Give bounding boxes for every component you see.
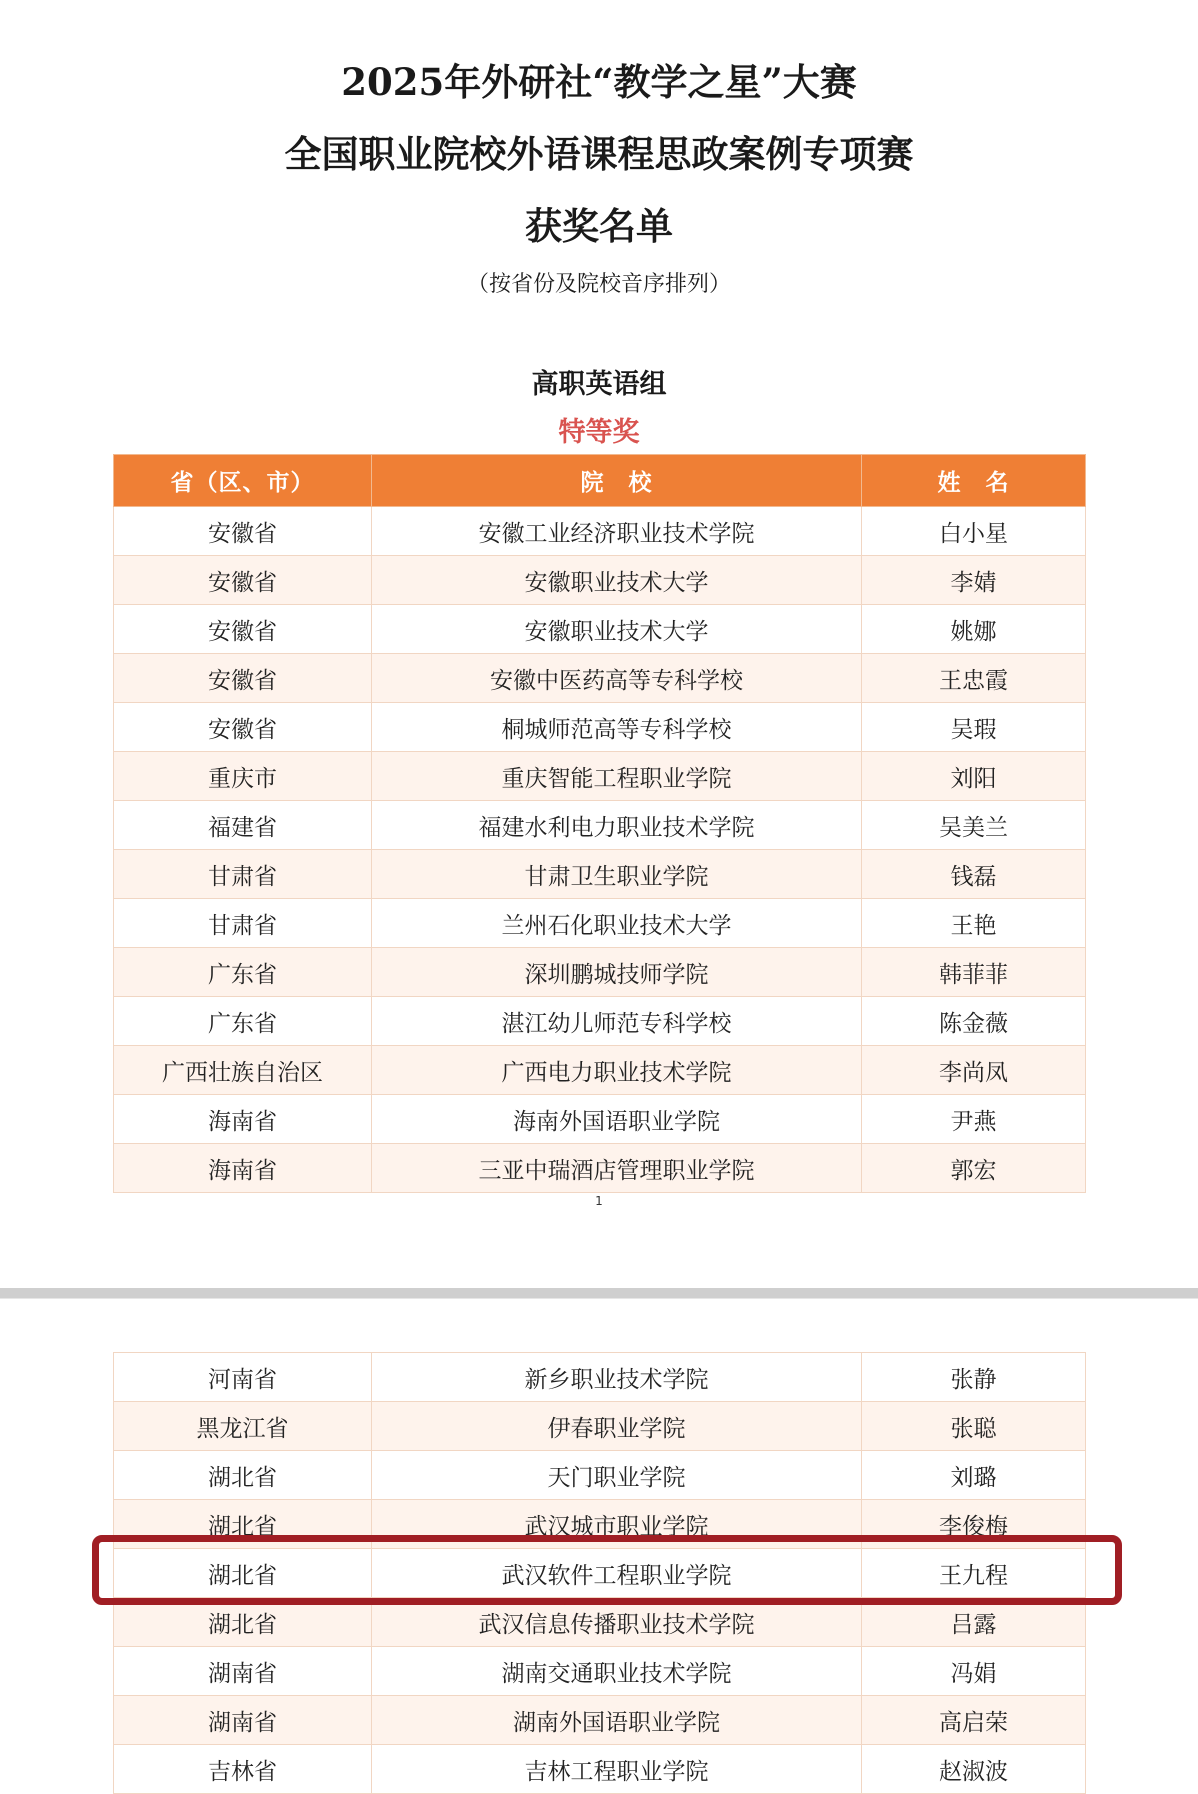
table-row bbox=[114, 654, 1086, 703]
cell-name: 李婧 bbox=[862, 556, 1086, 605]
award-table-page1 bbox=[113, 454, 1086, 1193]
table-body-page1 bbox=[114, 507, 1086, 1193]
cell-school: 安徽中医药高等专科学校 bbox=[372, 654, 862, 703]
cell-province: 广东省 bbox=[114, 948, 372, 997]
page-separator bbox=[0, 1288, 1198, 1298]
cell-school: 安徽职业技术大学 bbox=[372, 605, 862, 654]
cell-province: 湖北省 bbox=[114, 1598, 372, 1647]
cell-school: 湖南外国语职业学院 bbox=[372, 1696, 862, 1745]
cell-province: 甘肃省 bbox=[114, 899, 372, 948]
table-row bbox=[114, 1144, 1086, 1193]
cell-name: 张静 bbox=[862, 1353, 1086, 1402]
cell-school: 武汉软件工程职业学院 bbox=[372, 1549, 862, 1598]
table-row bbox=[114, 1046, 1086, 1095]
header-name: 姓 名 bbox=[862, 455, 1086, 507]
header-province: 省（区、市） bbox=[114, 455, 372, 507]
cell-name: 吕露 bbox=[862, 1598, 1086, 1647]
cell-name: 高启荣 bbox=[862, 1696, 1086, 1745]
cell-name: 姚娜 bbox=[862, 605, 1086, 654]
award-heading: 特等奖 bbox=[558, 417, 640, 448]
cell-school: 桐城师范高等专科学校 bbox=[372, 703, 862, 752]
table-row bbox=[114, 1353, 1086, 1402]
table-row bbox=[114, 1402, 1086, 1451]
cell-school: 深圳鹏城技师学院 bbox=[372, 948, 862, 997]
table-row bbox=[114, 507, 1086, 556]
table-row bbox=[114, 1095, 1086, 1144]
cell-school: 兰州石化职业技术大学 bbox=[372, 899, 862, 948]
table-row bbox=[114, 1549, 1086, 1598]
cell-province: 湖南省 bbox=[114, 1647, 372, 1696]
table-row bbox=[114, 899, 1086, 948]
cell-name: 刘阳 bbox=[862, 752, 1086, 801]
cell-name: 白小星 bbox=[862, 507, 1086, 556]
table-row bbox=[114, 752, 1086, 801]
cell-province: 湖北省 bbox=[114, 1500, 372, 1549]
title-line-1: 2025年外研社“教学之星”大赛 bbox=[341, 60, 857, 104]
group-heading: 高职英语组 bbox=[531, 369, 667, 400]
cell-school: 湖南交通职业技术学院 bbox=[372, 1647, 862, 1696]
cell-school: 三亚中瑞酒店管理职业学院 bbox=[372, 1144, 862, 1193]
page-separator-line bbox=[0, 1298, 1198, 1299]
cell-school: 福建水利电力职业技术学院 bbox=[372, 801, 862, 850]
cell-name: 钱磊 bbox=[862, 850, 1086, 899]
table-row bbox=[114, 1745, 1086, 1794]
table-row bbox=[114, 850, 1086, 899]
cell-name: 李尚凤 bbox=[862, 1046, 1086, 1095]
table-body-page2 bbox=[114, 1353, 1086, 1794]
cell-province: 广东省 bbox=[114, 997, 372, 1046]
cell-name: 尹燕 bbox=[862, 1095, 1086, 1144]
table-row bbox=[114, 997, 1086, 1046]
cell-province: 湖北省 bbox=[114, 1451, 372, 1500]
cell-school: 安徽职业技术大学 bbox=[372, 556, 862, 605]
cell-name: 冯娟 bbox=[862, 1647, 1086, 1696]
table-row bbox=[114, 948, 1086, 997]
table-row bbox=[114, 801, 1086, 850]
cell-province: 安徽省 bbox=[114, 507, 372, 556]
cell-province: 安徽省 bbox=[114, 556, 372, 605]
cell-province: 湖北省 bbox=[114, 1549, 372, 1598]
subtitle: （按省份及院校音序排列） bbox=[466, 272, 731, 297]
table-row bbox=[114, 1696, 1086, 1745]
cell-name: 郭宏 bbox=[862, 1144, 1086, 1193]
table-row bbox=[114, 1500, 1086, 1549]
cell-name: 王忠霞 bbox=[862, 654, 1086, 703]
cell-school: 湛江幼儿师范专科学校 bbox=[372, 997, 862, 1046]
cell-name: 李俊梅 bbox=[862, 1500, 1086, 1549]
title-line-3: 获奖名单 bbox=[525, 204, 673, 248]
cell-school: 甘肃卫生职业学院 bbox=[372, 850, 862, 899]
header-school: 院 校 bbox=[372, 455, 862, 507]
award-table-page2 bbox=[113, 1352, 1086, 1794]
cell-province: 重庆市 bbox=[114, 752, 372, 801]
cell-name: 赵淑波 bbox=[862, 1745, 1086, 1794]
cell-province: 福建省 bbox=[114, 801, 372, 850]
cell-school: 武汉城市职业学院 bbox=[372, 1500, 862, 1549]
cell-province: 安徽省 bbox=[114, 654, 372, 703]
page-number: 1 bbox=[595, 1194, 603, 1208]
cell-school: 海南外国语职业学院 bbox=[372, 1095, 862, 1144]
cell-province: 河南省 bbox=[114, 1353, 372, 1402]
cell-name: 王艳 bbox=[862, 899, 1086, 948]
cell-province: 安徽省 bbox=[114, 605, 372, 654]
cell-name: 吴瑕 bbox=[862, 703, 1086, 752]
cell-province: 黑龙江省 bbox=[114, 1402, 372, 1451]
cell-province: 海南省 bbox=[114, 1144, 372, 1193]
table-row bbox=[114, 703, 1086, 752]
cell-province: 湖南省 bbox=[114, 1696, 372, 1745]
cell-school: 广西电力职业技术学院 bbox=[372, 1046, 862, 1095]
cell-name: 吴美兰 bbox=[862, 801, 1086, 850]
cell-province: 安徽省 bbox=[114, 703, 372, 752]
cell-name: 张聪 bbox=[862, 1402, 1086, 1451]
table-row bbox=[114, 1451, 1086, 1500]
cell-school: 新乡职业技术学院 bbox=[372, 1353, 862, 1402]
cell-name: 陈金薇 bbox=[862, 997, 1086, 1046]
cell-school: 吉林工程职业学院 bbox=[372, 1745, 862, 1794]
cell-province: 广西壮族自治区 bbox=[114, 1046, 372, 1095]
cell-school: 天门职业学院 bbox=[372, 1451, 862, 1500]
cell-school: 安徽工业经济职业技术学院 bbox=[372, 507, 862, 556]
table-row bbox=[114, 556, 1086, 605]
cell-province: 甘肃省 bbox=[114, 850, 372, 899]
cell-school: 伊春职业学院 bbox=[372, 1402, 862, 1451]
table-row bbox=[114, 1647, 1086, 1696]
title-line-2: 全国职业院校外语课程思政案例专项赛 bbox=[284, 132, 914, 176]
cell-name: 韩菲菲 bbox=[862, 948, 1086, 997]
cell-province: 吉林省 bbox=[114, 1745, 372, 1794]
table-header-row bbox=[114, 455, 1086, 507]
cell-name: 刘璐 bbox=[862, 1451, 1086, 1500]
cell-school: 武汉信息传播职业技术学院 bbox=[372, 1598, 862, 1647]
table-row bbox=[114, 1598, 1086, 1647]
cell-name: 王九程 bbox=[862, 1549, 1086, 1598]
cell-province: 海南省 bbox=[114, 1095, 372, 1144]
cell-school: 重庆智能工程职业学院 bbox=[372, 752, 862, 801]
table-row bbox=[114, 605, 1086, 654]
